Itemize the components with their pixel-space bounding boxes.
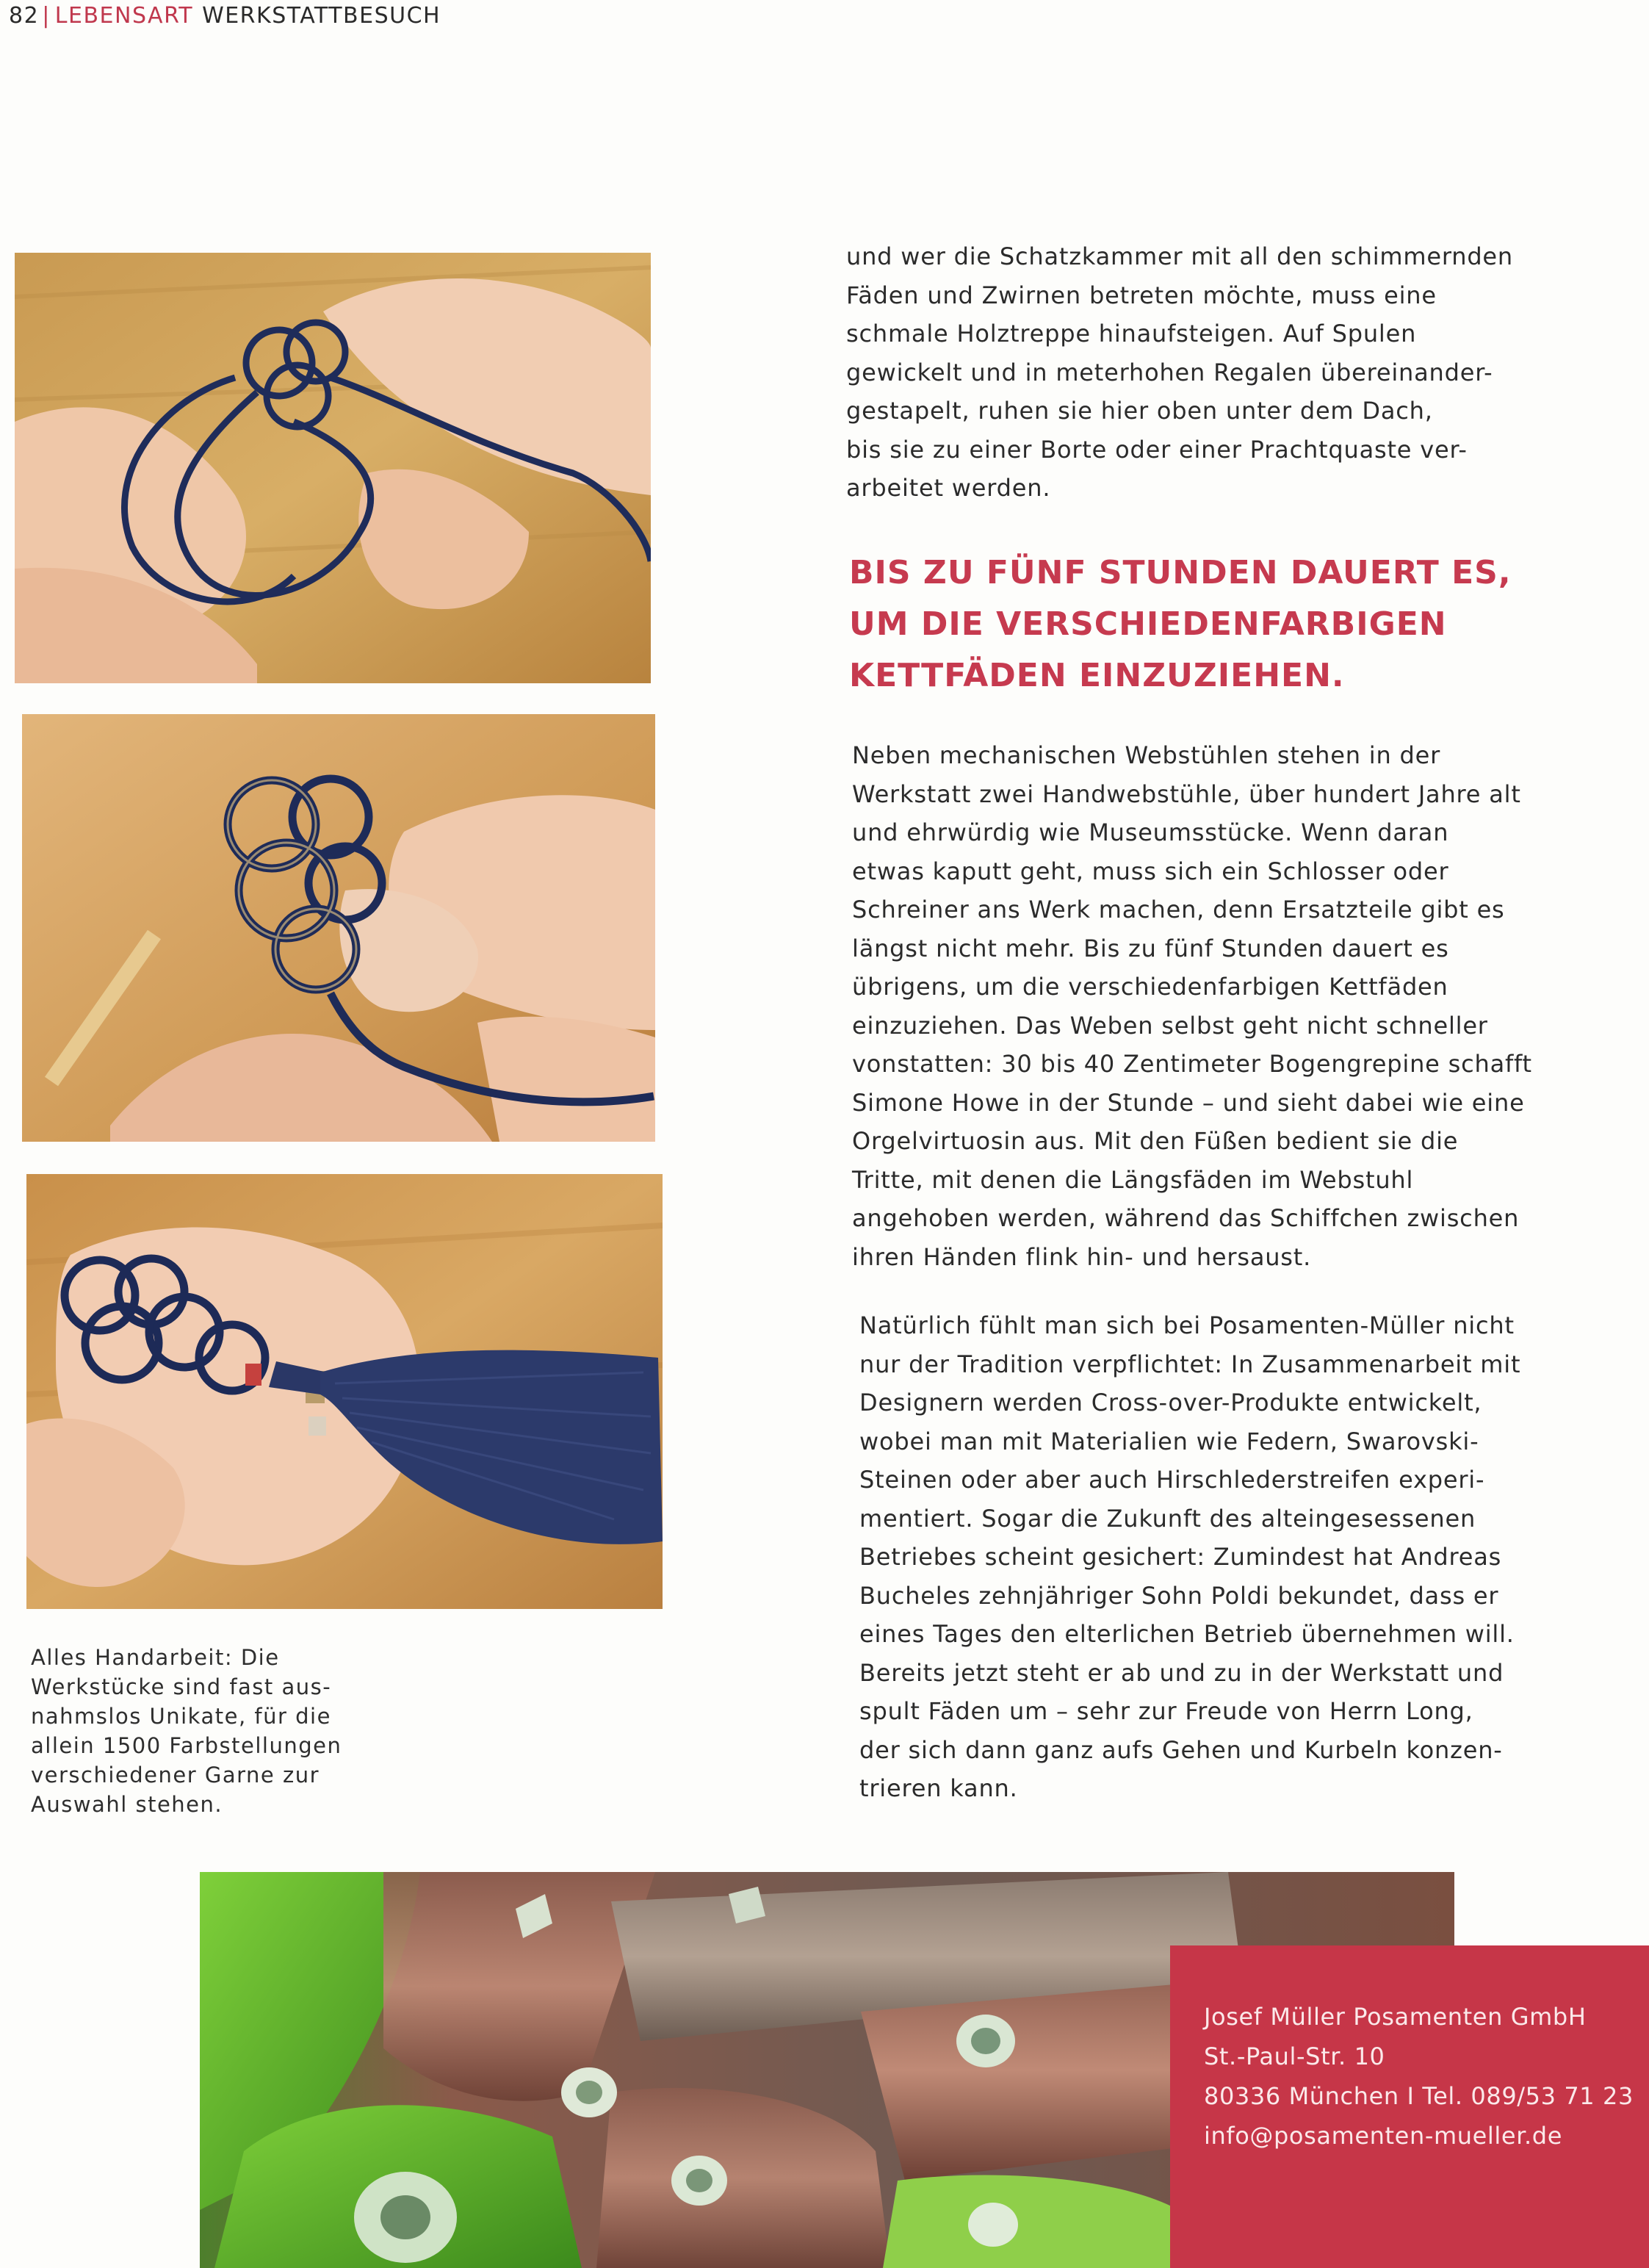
text-line: mentiert. Sogar die Zukunft des alteingesessenen bbox=[859, 1504, 1476, 1533]
caption-line: Auswahl stehen. bbox=[31, 1792, 223, 1817]
text-line: Bucheles zehnjähriger Sohn Poldi bekundet, dass er bbox=[859, 1581, 1499, 1610]
company-address bbox=[1204, 1997, 1634, 2156]
pull-quote bbox=[849, 547, 1510, 702]
text-line: Steinen oder aber auch Hirschlederstreifen experi- bbox=[859, 1466, 1485, 1494]
photo-knot-closeup bbox=[22, 714, 655, 1142]
text-line: Bereits jetzt steht er ab und zu in der Werkstatt und bbox=[859, 1658, 1504, 1687]
paragraph-weaving bbox=[852, 736, 1532, 1276]
text-line: angehoben werden, während das Schiffchen zwischen bbox=[852, 1204, 1520, 1232]
pull-quote-line: BIS ZU FÜNF STUNDEN DAUERT ES, bbox=[849, 554, 1512, 591]
pull-quote-line: KETTFÄDEN EINZUZIEHEN. bbox=[849, 657, 1345, 694]
header-separator: | bbox=[42, 3, 51, 29]
street-address: St.-Paul-Str. 10 bbox=[1204, 2042, 1385, 2070]
text-line: Designern werden Cross-over-Produkte entwickelt, bbox=[859, 1389, 1482, 1416]
photo-hands-knotting bbox=[15, 253, 651, 683]
city-phone: 80336 München I Tel. 089/53 71 23 bbox=[1204, 2082, 1634, 2110]
caption-line: verschiedener Garne zur bbox=[31, 1763, 320, 1788]
text-line: gewickelt und in meterhohen Regalen übereinander- bbox=[846, 358, 1493, 386]
photo-tassel-in-hand bbox=[26, 1174, 663, 1609]
text-line: etwas kaputt geht, muss sich ein Schlosser oder bbox=[852, 857, 1449, 885]
caption-line: nahmslos Unikate, für die bbox=[31, 1704, 331, 1729]
text-line: bis sie zu einer Borte oder einer Prachtquaste ver- bbox=[846, 435, 1468, 464]
address-box bbox=[1170, 1945, 1649, 2268]
photo-caption bbox=[31, 1643, 354, 1819]
text-line: Fäden und Zwirnen betreten möchte, muss eine bbox=[846, 281, 1437, 309]
text-line: schmale Holztreppe hinaufsteigen. Auf Spulen bbox=[846, 320, 1417, 348]
text-line: trieren kann. bbox=[859, 1774, 1018, 1802]
text-line: und wer die Schatzkammer mit all den schimmernden bbox=[846, 242, 1513, 270]
text-line: spult Fäden um – sehr zur Freude von Herrn Long, bbox=[859, 1697, 1473, 1725]
page-number: 82 bbox=[9, 3, 40, 29]
text-line: ihren Händen flink hin- und hersaust. bbox=[852, 1242, 1312, 1271]
text-line: der sich dann ganz aufs Gehen und Kurbeln konzen- bbox=[859, 1735, 1503, 1764]
text-line: längst nicht mehr. Bis zu fünf Stunden dauert es bbox=[852, 934, 1449, 962]
text-line: Simone Howe in der Stunde – und sieht dabei wie eine bbox=[852, 1088, 1525, 1117]
text-line: eines Tages den elterlichen Betrieb übernehmen will. bbox=[859, 1620, 1515, 1648]
text-line: Werkstatt zwei Handwebstühle, über hundert Jahre alt bbox=[852, 780, 1521, 808]
paragraph-intro bbox=[846, 237, 1513, 508]
text-line: Natürlich fühlt man sich bei Posamenten-Müller nicht bbox=[859, 1311, 1515, 1339]
text-line: Schreiner ans Werk machen, denn Ersatzteile gibt es bbox=[852, 896, 1505, 924]
text-line: einzuziehen. Das Weben selbst geht nicht schneller bbox=[852, 1011, 1488, 1040]
email-address: info@posamenten-mueller.de bbox=[1204, 2122, 1562, 2150]
caption-line: allein 1500 Farbstellungen bbox=[31, 1733, 342, 1758]
text-line: Neben mechanischen Webstühlen stehen in der bbox=[852, 741, 1441, 769]
text-line: wobei man mit Materialien wie Federn, Swarovski- bbox=[859, 1427, 1479, 1455]
text-line: Betriebes scheint gesichert: Zumindest hat Andreas bbox=[859, 1543, 1502, 1571]
text-line: nur der Tradition verpflichtet: In Zusammenarbeit mit bbox=[859, 1350, 1521, 1378]
section-label: LEBENSART bbox=[54, 3, 194, 29]
text-line: vonstatten: 30 bis 40 Zentimeter Bogengrepine schafft bbox=[852, 1050, 1532, 1078]
pull-quote-line: UM DIE VERSCHIEDENFARBIGEN bbox=[849, 605, 1447, 643]
text-line: gestapelt, ruhen sie hier oben unter dem Dach, bbox=[846, 397, 1433, 425]
paragraph-tradition bbox=[859, 1306, 1521, 1808]
text-line: arbeitet werden. bbox=[846, 474, 1051, 502]
page-header bbox=[9, 1, 441, 34]
text-line: Orgelvirtuosin aus. Mit den Füßen bedient sie die bbox=[852, 1127, 1459, 1155]
text-line: übrigens, um die verschiedenfarbigen Kettfäden bbox=[852, 973, 1448, 1001]
company-name: Josef Müller Posamenten GmbH bbox=[1204, 2003, 1587, 2031]
text-line: Tritte, mit denen die Längsfäden im Webstuhl bbox=[852, 1165, 1414, 1194]
subsection-label: WERKSTATTBESUCH bbox=[202, 3, 441, 29]
caption-line: Alles Handarbeit: Die bbox=[31, 1645, 280, 1670]
text-line: und ehrwürdig wie Museumsstücke. Wenn daran bbox=[852, 818, 1449, 846]
caption-line: Werkstücke sind fast aus- bbox=[31, 1674, 332, 1699]
